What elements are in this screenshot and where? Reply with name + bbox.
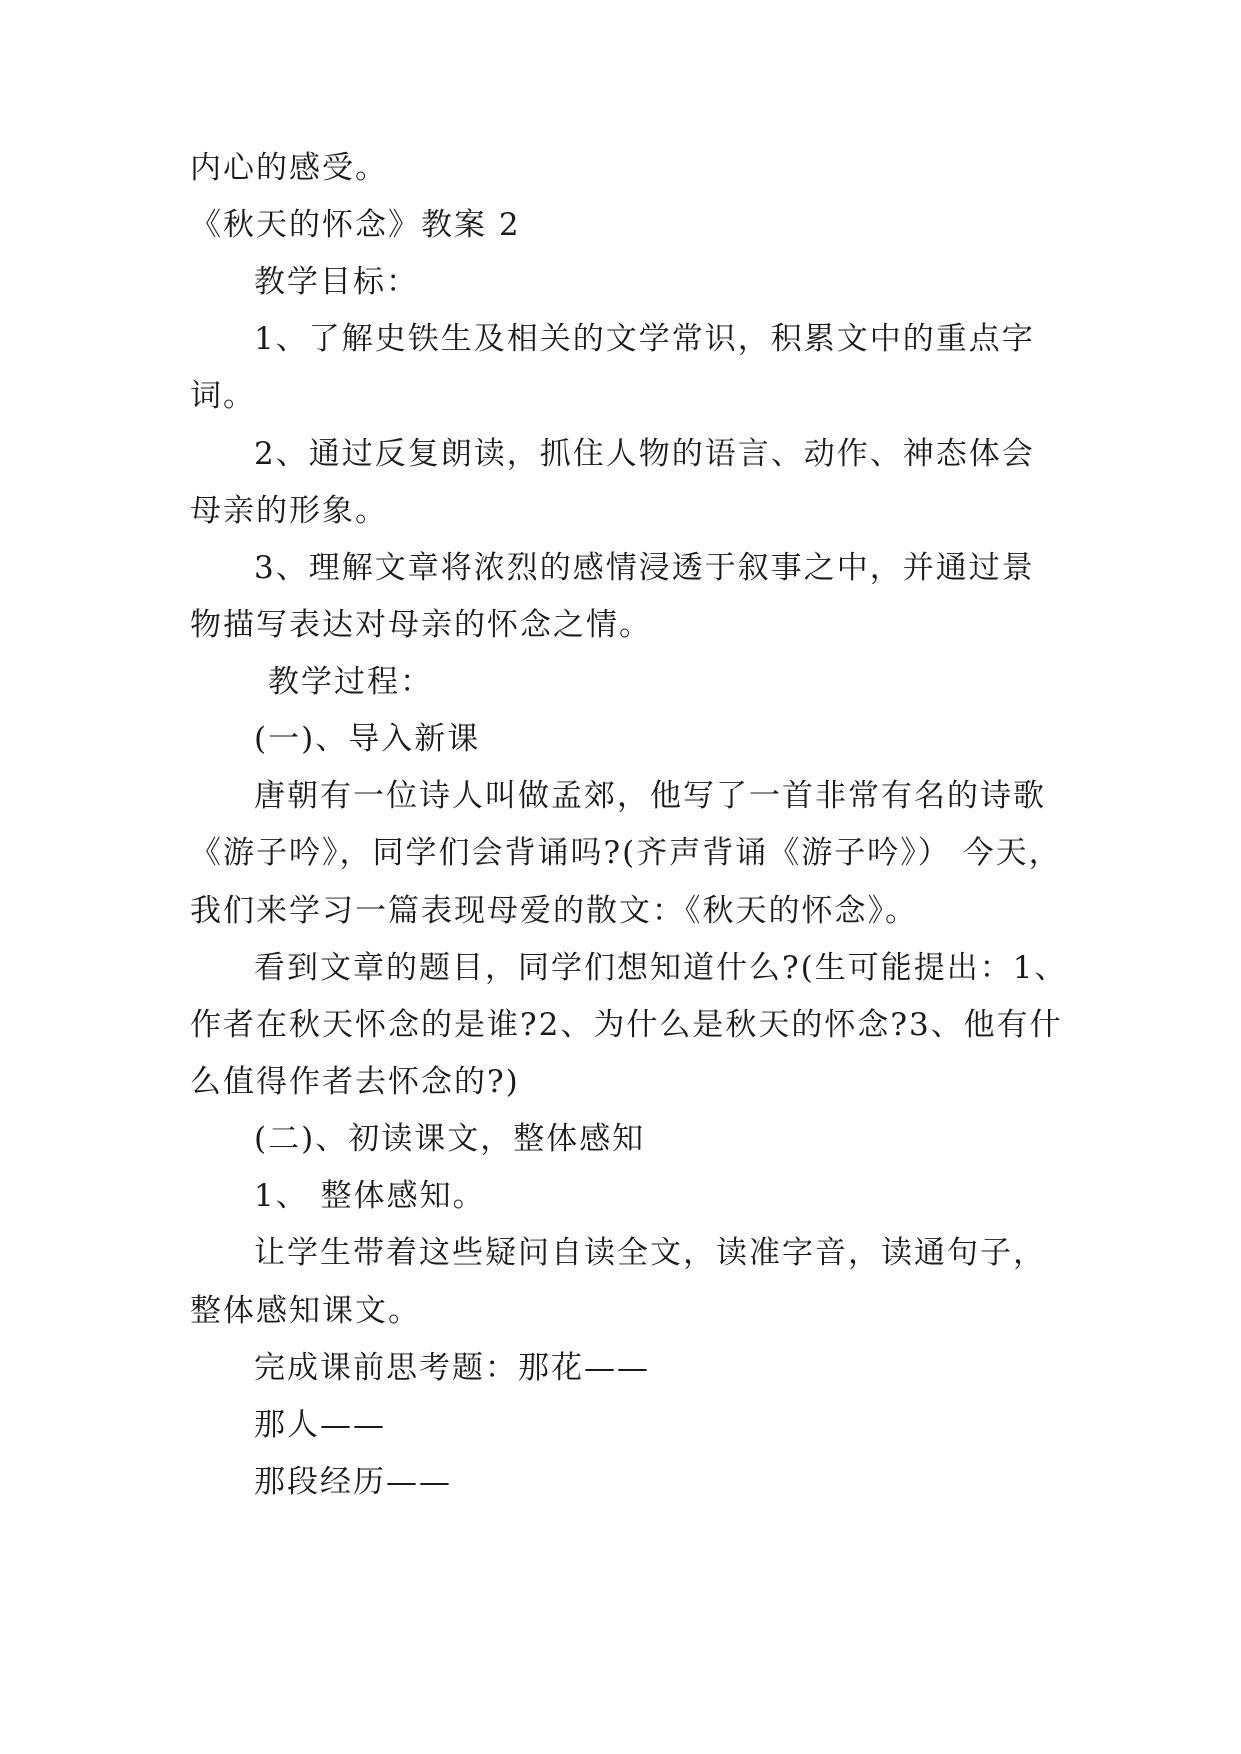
text-line: 整体感知课文。 bbox=[190, 1293, 421, 1329]
text-line: 让学生带着这些疑问自读全文，读准字音，读通句子， bbox=[254, 1235, 1046, 1271]
text-line: 1、了解史铁生及相关的文学常识，积累文中的重点字 bbox=[254, 321, 1035, 357]
subsection-heading: (二)、初读课文，整体感知 bbox=[254, 1121, 646, 1157]
section-heading: 教学过程： bbox=[268, 664, 433, 700]
text-line: 2、通过反复朗读，抓住人物的语言、动作、神态体会 bbox=[254, 436, 1035, 472]
text-line: 母亲的形象。 bbox=[190, 493, 388, 529]
text-line: 3、理解文章将浓烈的感情浸透于叙事之中，并通过景 bbox=[254, 550, 1035, 586]
subsection-heading: (一)、导入新课 bbox=[254, 721, 481, 757]
text-line: 那人—— bbox=[254, 1407, 386, 1443]
text-line: 么值得作者去怀念的?) bbox=[190, 1064, 520, 1100]
text-line: 看到文章的题目，同学们想知道什么?(生可能提出：1、 bbox=[254, 950, 1068, 986]
text-line: 唐朝有一位诗人叫做孟郊，他写了一首非常有名的诗歌 bbox=[254, 778, 1046, 814]
section-heading: 教学目标： bbox=[254, 264, 419, 300]
text-line: 我们来学习一篇表现母爱的散文：《秋天的怀念》。 bbox=[190, 893, 918, 929]
text-line: 1、 整体感知。 bbox=[254, 1178, 486, 1214]
text-line: 那段经历—— bbox=[254, 1464, 452, 1500]
text-line: 词。 bbox=[190, 378, 256, 414]
text-line: 完成课前思考题：那花—— bbox=[254, 1350, 650, 1386]
text-line: 《游子吟》，同学们会背诵吗?(齐声背诵《游子吟》） 今天， bbox=[190, 835, 1062, 871]
text-line: 内心的感受。 bbox=[190, 150, 388, 186]
text-line: 作者在秋天怀念的是谁?2、为什么是秋天的怀念?3、他有什 bbox=[190, 1007, 1063, 1043]
document-title: 《秋天的怀念》教案 2 bbox=[190, 207, 521, 243]
text-line: 物描写表达对母亲的怀念之情。 bbox=[190, 607, 652, 643]
